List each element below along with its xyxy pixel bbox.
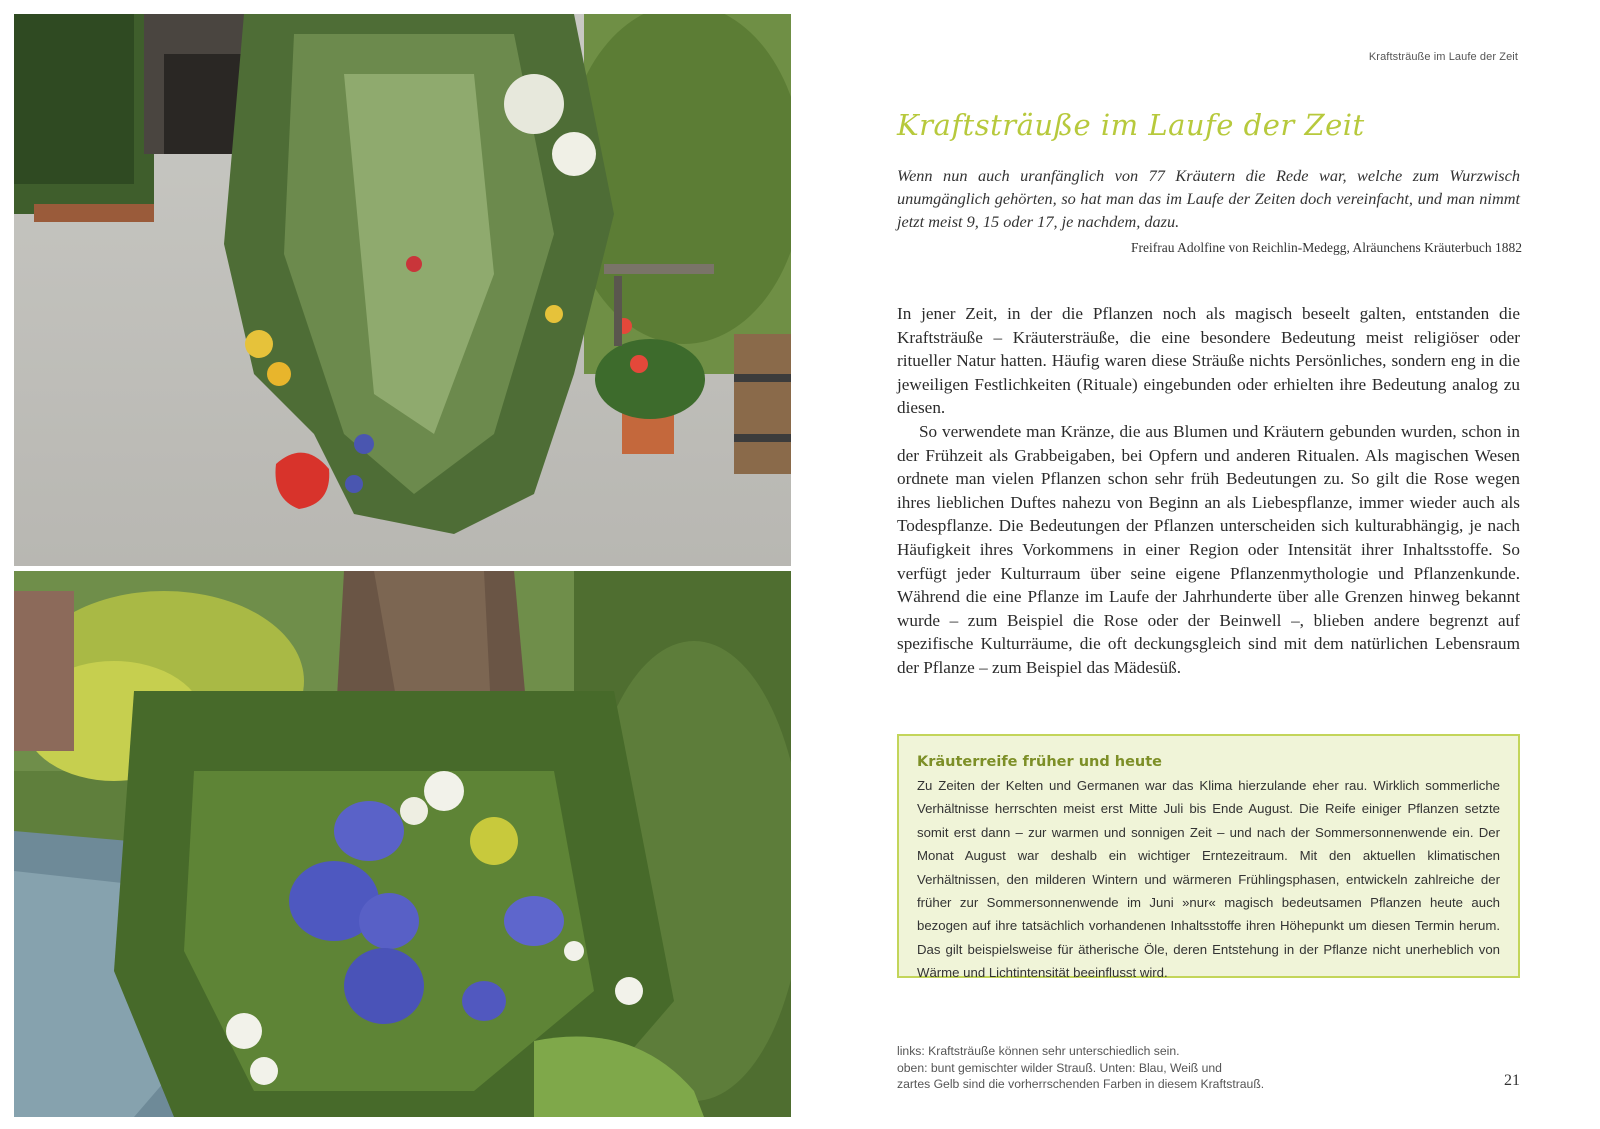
epigraph-quote: Wenn nun auch uranfänglich von 77 Kräutern die Rede war, welche zum Wurzwisch unumgänglich gehörten, so hat man das im Laufe der Zeiten doch vereinfacht, und man nimmt jetzt meist 9, 15 oder 17, je nachdem, dazu. xyxy=(897,166,1520,231)
epigraph-source: Freifrau Adolfine von Reichlin-Medegg, Alräunchens Kräuterbuch 1882 xyxy=(1130,240,1522,255)
caption-line: oben: bunt gemischter wilder Strauß. Unten: Blau, Weiß und xyxy=(897,1060,1222,1075)
photo-hanging-wild-bouquet xyxy=(14,14,791,566)
page-number: 21 xyxy=(1504,1072,1520,1089)
page-title: Kraftsträuße im Laufe der Zeit xyxy=(897,108,1365,142)
info-box xyxy=(897,734,1520,981)
info-box-title: Kräuterreife früher und heute xyxy=(917,754,1163,770)
running-head: Kraftsträuße im Laufe der Zeit xyxy=(1368,51,1518,63)
photo-blue-white-bouquet-garden xyxy=(14,571,791,1117)
body-paragraph: So verwendete man Kränze, die aus Blumen und Kräutern gebunden wurden, schon in der Frühzeit als Grabbeigaben, bei Opfern und anderen Ritualen. Als magischen Wesen ordnete man vielen Pflanzen schon sehr früh Bedeutungen zu. So gilt die Rose wegen ihres lieblichen Duftes nahezu von Beginn an als Liebespflanze, immer wieder auch als Todespflanze. Die Bedeutungen der Pflanzen unterscheiden sich kulturabhängig, je nach Häufigkeit ihres Vorkommens in einer Region oder Intensität ihrer Inhaltsstoffe. So verfügt jeder Kulturraum über seine eigene Pflanzenmythologie und Pflanzenkunde. Während die eine Pflanze im Laufe der Jahrhunderte über alle Grenzen hinweg bekannt wurde – zum Beispiel die Rose oder der Beinwell –, blieben andere begrenzt auf spezifische Kulturräume, die oft deckungsgleich sind mit dem natürlichen Lebensraum der Pflanze – zum Beispiel das Mädesüß. xyxy=(897,421,1520,677)
body-text xyxy=(897,302,1520,680)
photo-caption xyxy=(897,1043,1265,1093)
info-box-text: Zu Zeiten der Kelten und Germanen war das Klima hierzulande eher rau. Wirklich sommerliche Verhältnisse herrschten meist erst Mitte Juli bis Ende August. Die Reife einiger Pflanzen setzte somit erst dann – zur warmen und sonnigen Zeit – und nach der Sommersonnenwende ein. Der Monat August war deshalb ein wichtiger Erntezeitraum. Mit den aktuellen klimatischen Verhältnissen, den milderen Wintern und wärmeren Frühlingsphasen, entwickeln zahlreiche der früher zur Sommersonnenwende im Juni »nur« magisch bedeutsamen Pflanzen heute auch bezogen auf ihre tatsächlich vorhandenen Inhaltsstoffe ihren Höhepunkt um diesen Termin herum. Das gilt beispielsweise für ätherische Öle, deren Entstehung in der Pflanze nicht unerheblich von Wärme und Lichtintensität beeinflusst wird. xyxy=(917,778,1500,981)
body-paragraph: In jener Zeit, in der die Pflanzen noch als magisch beseelt galten, entstanden die Kraftsträuße – Kräutersträuße, die eine besondere Bedeutung meist religiöser oder ritueller Natur hatten. Häufig waren diese Sträuße nichts Persönliches, sondern eng in die jeweiligen Festlichkeiten (Rituale) eingebunden oder erhielten ihre Bedeutung analog zu diesen. xyxy=(897,304,1520,418)
caption-line: zartes Gelb sind die vorherrschenden Farben in diesem Kraftstrauß. xyxy=(897,1077,1265,1091)
caption-line: links: Kraftsträuße können sehr unterschiedlich sein. xyxy=(897,1044,1180,1058)
